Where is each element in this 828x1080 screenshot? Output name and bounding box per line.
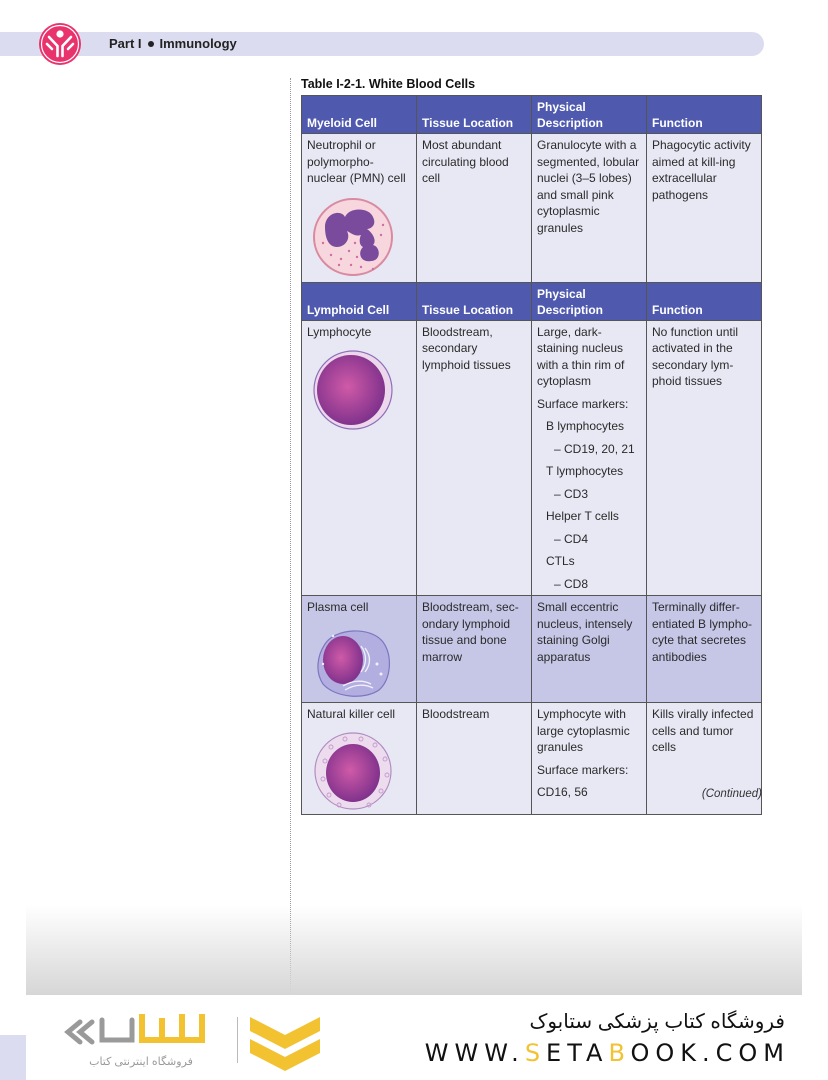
antibody-logo-icon	[38, 22, 82, 66]
section-label: Immunology	[159, 36, 237, 51]
tissue-location: Bloodstream, secondary lymphoid tissues	[417, 320, 532, 596]
white-blood-cells-table	[301, 95, 762, 815]
tissue-location: Bloodstream	[417, 703, 532, 815]
table-header-row	[302, 282, 762, 320]
margin-rule	[290, 78, 291, 998]
column-header: Function	[647, 282, 762, 320]
physical-description: Granulocyte with a segmented, lobular nuclei (3–5 lobes) and small pink cytoplasmic granules	[532, 134, 647, 283]
physical-description: Small eccentric nucleus, intensely staining Golgi apparatus	[532, 596, 647, 703]
tissue-location: Most abundant circulating blood cell	[417, 134, 532, 283]
cell-name: Natural killer cell	[302, 703, 417, 815]
watermark-footer	[0, 995, 828, 1080]
plasma-cell-illustration	[311, 624, 395, 698]
lavender-tab	[0, 1035, 26, 1080]
table-header-row	[302, 96, 762, 134]
lymphocyte-illustration	[311, 348, 395, 432]
tissue-location: Bloodstream, sec-ondary lymphoid tissue and bone marrow	[417, 596, 532, 703]
function: Kills virally infected cells and tumor cells	[647, 703, 762, 815]
column-header: Myeloid Cell	[302, 96, 417, 134]
brand-divider	[237, 1017, 238, 1063]
brand-subtitle: فروشگاه اینترنتی کتاب	[89, 1056, 193, 1068]
physical-description: Lymphocyte with large cytoplasmic granules Surface markers: CD16, 56	[532, 703, 647, 815]
setabook-chevron-logo-icon	[248, 1013, 322, 1073]
shop-name: فروشگاه کتاب پزشکی ستابوک	[529, 1011, 785, 1033]
cell-name: Neutrophil or polymorpho- nuclear (PMN) cell	[302, 134, 417, 283]
table-row	[302, 320, 762, 596]
function: Terminally differ-entiated B lympho-cyte that secretes antibodies	[647, 596, 762, 703]
cell-name: Lymphocyte	[302, 320, 417, 596]
column-header: Tissue Location	[417, 282, 532, 320]
column-header: Physical Description	[532, 96, 647, 134]
table-row	[302, 134, 762, 283]
table-title: Table I-2-1. White Blood Cells	[301, 77, 476, 91]
part-label: Part I	[109, 36, 142, 51]
page-bottom-shadow	[26, 905, 802, 995]
bullet-separator	[148, 41, 154, 47]
continued-note: (Continued)	[701, 788, 762, 800]
function: Phagocytic activity aimed at kill-ing extracellular pathogens	[647, 134, 762, 283]
physical-description: Large, dark-staining nucleus with a thin rim of cytoplasm Surface markers: B lymphocytes – CD19, 20, 21 T lymphocytes – CD3 Helper T cells – CD4 CTLs – CD8	[532, 320, 647, 596]
neutrophil-illustration	[311, 195, 395, 279]
cell-name: Plasma cell	[302, 596, 417, 703]
column-header: Function	[647, 96, 762, 134]
nk-cell-illustration	[311, 731, 395, 811]
function: No function until activated in the secondary lym-phoid tissues	[647, 320, 762, 596]
shop-url: WWW.SETABOOK.COM	[424, 1039, 790, 1067]
setabook-wordmark-icon	[62, 1010, 227, 1055]
column-header: Lymphoid Cell	[302, 282, 417, 320]
column-header: Physical Description	[532, 282, 647, 320]
running-header	[109, 36, 237, 51]
column-header: Tissue Location	[417, 96, 532, 134]
table-row	[302, 596, 762, 703]
